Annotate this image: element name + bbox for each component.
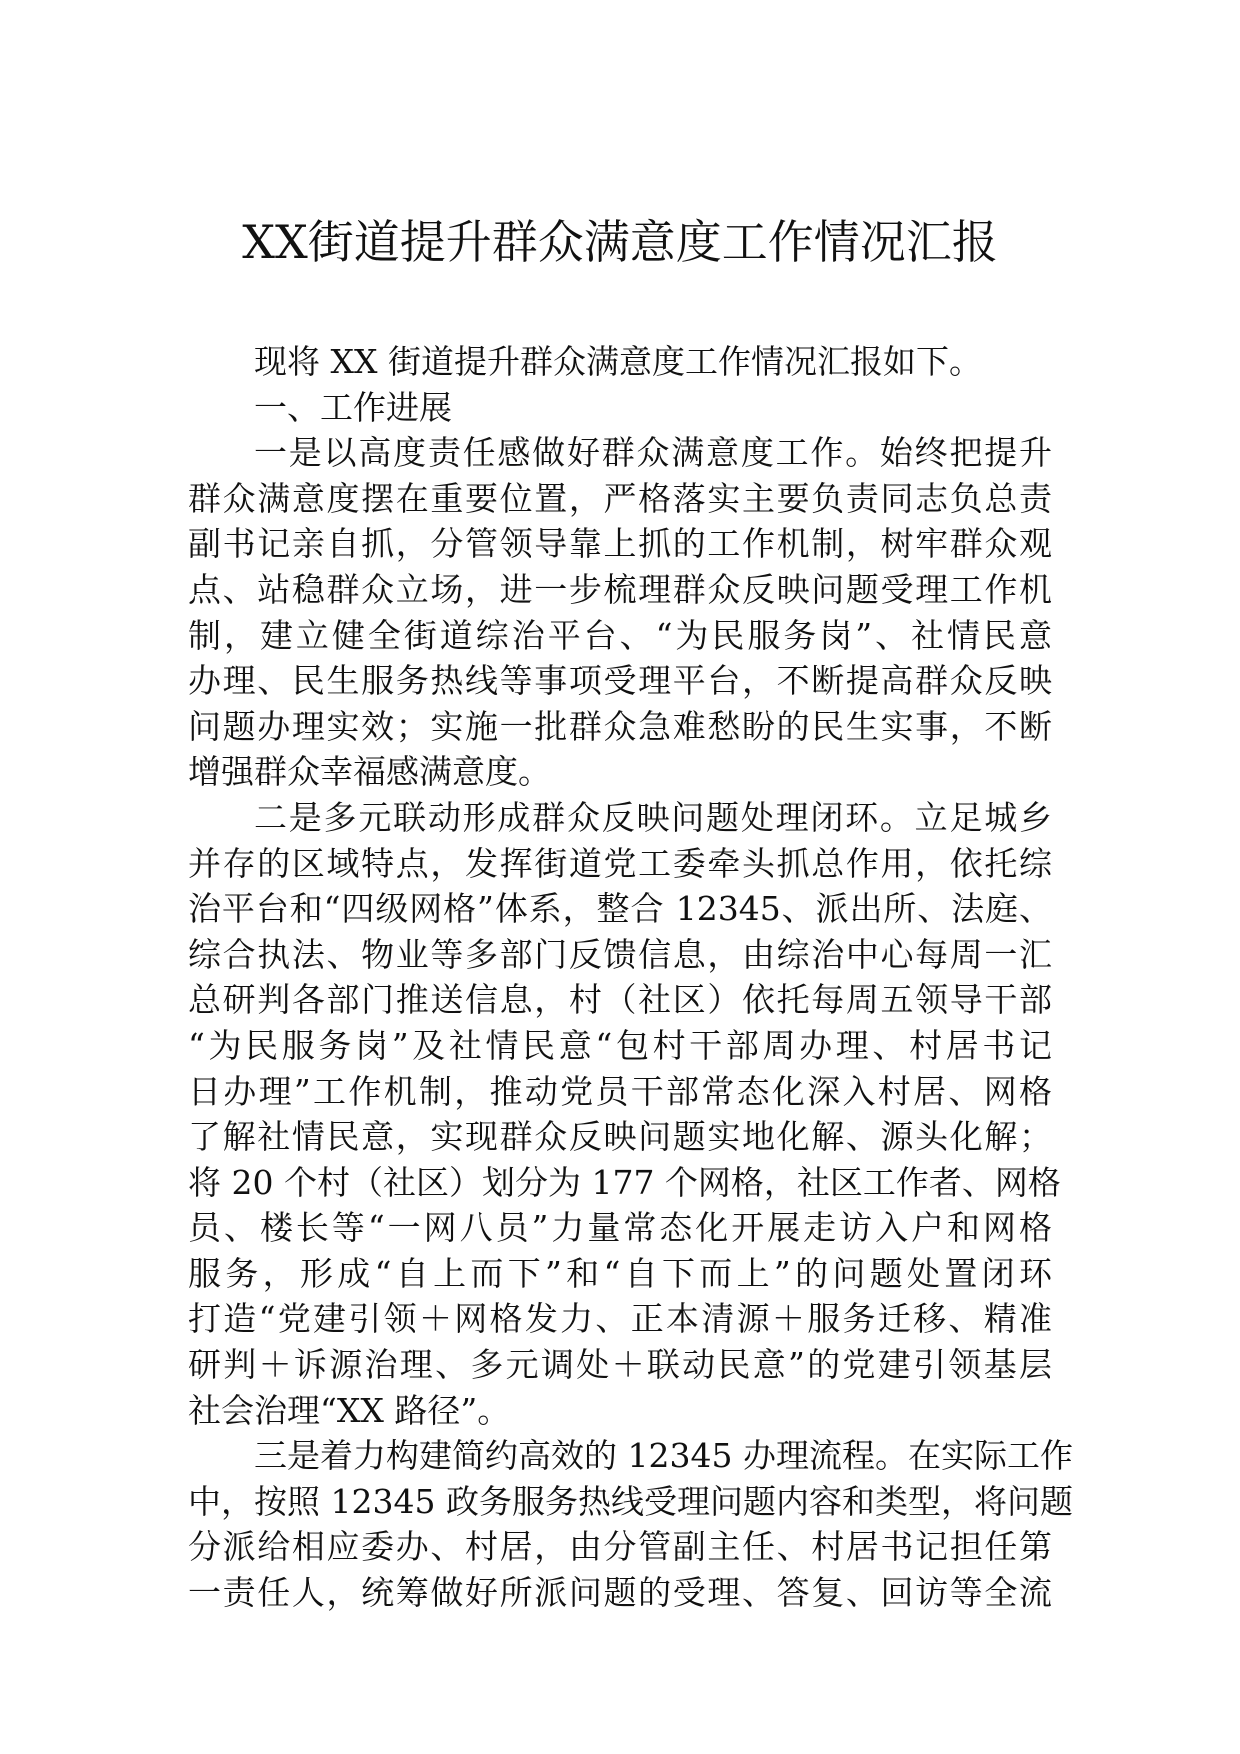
paragraph-line: 服务，形成“自上而下”和“自下而上”的问题处置闭环 — [188, 1253, 1052, 1293]
paragraph-line: 总研判各部门推送信息，村（社区）依托每周五领导干部 — [188, 980, 1052, 1020]
paragraph-line: 三是着力构建简约高效的 12345 办理流程。在实际工作 — [254, 1436, 1073, 1476]
paragraph-line: 打造“党建引领＋网格发力、正本清源＋服务迁移、精准 — [188, 1299, 1052, 1339]
paragraph-line: 综合执法、物业等多部门反馈信息，由综治中心每周一汇 — [188, 934, 1052, 974]
paragraph-line: 中，按照 12345 政务服务热线受理问题内容和类型，将问题 — [188, 1481, 1073, 1521]
paragraph-line: 研判＋诉源治理、多元调处＋联动民意”的党建引领基层 — [188, 1345, 1052, 1385]
paragraph-line: “为民服务岗”及社情民意“包村干部周办理、村居书记 — [188, 1025, 1052, 1065]
paragraph-line: 并存的区域特点，发挥街道党工委牵头抓总作用，依托综 — [188, 843, 1052, 883]
paragraph-line: 现将 XX 街道提升群众满意度工作情况汇报如下。 — [254, 342, 982, 381]
paragraph-line: 社会治理“XX 路径”。 — [188, 1390, 511, 1430]
paragraph-line: 一责任人，统筹做好所派问题的受理、答复、回访等全流 — [188, 1573, 1052, 1613]
paragraph-line: 制，建立健全街道综治平台、“为民服务岗”、社情民意 — [188, 615, 1052, 655]
paragraph-line: 办理、民生服务热线等事项受理平台，不断提高群众反映 — [188, 661, 1052, 701]
paragraph-line: 副书记亲自抓，分管领导靠上抓的工作机制，树牢群众观 — [188, 524, 1052, 564]
paragraph-line: 二是多元联动形成群众反映问题处理闭环。立足城乡 — [254, 797, 1052, 837]
paragraph-line: 员、楼长等“一网八员”力量常态化开展走访入户和网格 — [188, 1208, 1052, 1248]
document-body — [188, 339, 1073, 1616]
document-title: XX街道提升群众满意度工作情况汇报 — [242, 215, 998, 269]
paragraph-line: 将 20 个村（社区）划分为 177 个网格，社区工作者、网格 — [188, 1162, 1061, 1202]
paragraph-line: 了解社情民意，实现群众反映问题实地化解、源头化解； — [188, 1117, 1052, 1157]
paragraph-line: 问题办理实效；实施一批群众急难愁盼的民生实事，不断 — [188, 706, 1052, 746]
paragraph-line: 群众满意度摆在重要位置，严格落实主要负责同志负总责 — [188, 478, 1052, 518]
paragraph-line: 一是以高度责任感做好群众满意度工作。始终把提升 — [254, 433, 1052, 473]
paragraph-line: 增强群众幸福感满意度。 — [188, 752, 551, 792]
paragraph-line: 分派给相应委办、村居，由分管副主任、村居书记担任第 — [188, 1527, 1052, 1567]
paragraph-line: 治平台和“四级网格”体系，整合 12345、派出所、法庭、 — [188, 889, 1052, 929]
paragraph-line: 日办理”工作机制，推动党员干部常态化深入村居、网格 — [188, 1071, 1052, 1111]
section-heading: 一、工作进展 — [254, 387, 452, 427]
paragraph-line: 点、站稳群众立场，进一步梳理群众反映问题受理工作机 — [188, 569, 1052, 609]
